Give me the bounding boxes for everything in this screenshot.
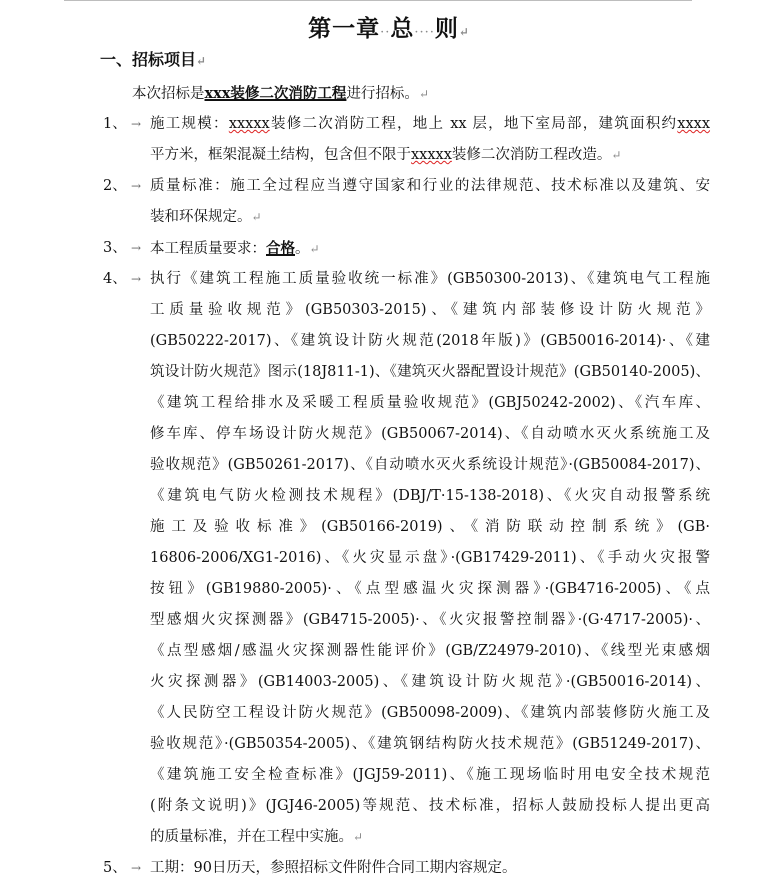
intro-text: 本次招标是 <box>132 86 205 102</box>
item-number: 2、 <box>103 178 127 194</box>
intro-paragraph <box>132 78 429 110</box>
item-4-line: 16806-2006/XG1-2016)、《火灾显示盘》·(GB17429-2011)、《手动火灾报警 <box>150 550 710 566</box>
item-2-line-2 <box>150 202 710 233</box>
item-4-line: 火灾探测器》(GB14003-2005)、《建筑设计防火规范》·(GB50016-2014)、 <box>150 674 710 690</box>
title-part-3: 则 <box>434 15 459 42</box>
item-4-line-last <box>150 822 710 853</box>
tab-arrow-icon: → <box>131 117 142 131</box>
tab-arrow-icon: → <box>131 272 142 286</box>
text-run: 装修二次消防工程改造。 <box>451 147 612 163</box>
text-run: 本工程质量要求： <box>150 241 266 257</box>
section-heading <box>100 47 206 70</box>
title-part-2: 总 <box>390 15 415 42</box>
item-4-line: 验收规范》(GB50261-2017)、《自动喷水灭火系统设计规范》·(GB50084-2017)、 <box>150 457 710 473</box>
item-4-line: 施工及验收标准》(GB50166-2019)、《消防联动控制系统》(GB· <box>150 519 710 535</box>
text-run: 装和环保规定。 <box>150 209 252 225</box>
paragraph-mark: ↵ <box>418 87 429 101</box>
text-run: 。 <box>295 241 310 257</box>
tab-arrow-icon: → <box>131 861 142 875</box>
paragraph-mark: ↵ <box>309 242 320 256</box>
project-name: xxx装修二次消防工程 <box>204 85 347 102</box>
placeholder-text: xxxx <box>677 116 711 132</box>
paragraph-mark: ↵ <box>458 25 470 39</box>
chapter-title <box>0 10 778 43</box>
item-4-line: 修车库、停车场设计防火规范》(GB50067-2014)、《自动喷水灭火系统施工及 <box>150 426 710 442</box>
item-2-line-1: 质量标准：施工全过程应当遵守国家和行业的法律规范、技术标准以及建筑、安 <box>150 178 710 194</box>
item-4-line: 工质量验收规范》(GB50303-2015)、《建筑内部装修设计防火规范》 <box>150 302 710 318</box>
item-number: 1、 <box>103 116 127 132</box>
item-5-line-1: 工期：90日历天，参照招标文件附件合同工期内容规定。 <box>150 860 517 876</box>
text-run: 的质量标准，并在工程中实施。 <box>150 829 353 845</box>
item-4-line: 按钮》(GB19880-2005)·、《点型感温火灾探测器》·(GB4716-2005)、《点 <box>150 581 710 597</box>
text-run: 装修二次消防工程，地上 xx 层，地下室局部，建筑面积约 <box>269 116 678 132</box>
item-4-line: (附条文说明)》(JGJ46-2005)等规范、技术标准，招标人鼓励投标人提出更高 <box>150 798 710 814</box>
item-3-line-1 <box>150 233 710 265</box>
placeholder-text: xxxxx <box>411 147 452 163</box>
intro-text-end: 进行招标。 <box>346 86 419 102</box>
item-number: 5、 <box>103 860 127 876</box>
paragraph-mark: ↵ <box>251 210 262 224</box>
text-run: 平方米，框架混凝土结构，包含但不限于 <box>150 147 411 163</box>
text-run: 施工规模： <box>150 116 229 132</box>
item-4-line: 型感烟火灾探测器》(GB4715-2005)·、《火灾报警控制器》·(G·4717-2005)·、 <box>150 612 710 628</box>
item-number: 3、 <box>103 240 127 256</box>
section-heading-text: 一、招标项目 <box>100 50 197 69</box>
item-4-line: 《建筑施工安全检查标准》(JGJ59-2011)、《施工现场临时用电安全技术规范 <box>150 767 710 783</box>
item-4-line: 验收规范》·(GB50354-2005)、《建筑钢结构防火技术规范》(GB51249-2017)、 <box>150 736 710 752</box>
item-4-line: 执行《建筑工程施工质量验收统一标准》(GB50300-2013)、《建筑电气工程施 <box>150 271 710 287</box>
paragraph-mark: ↵ <box>353 830 364 844</box>
paragraph-mark: ↵ <box>196 54 207 68</box>
item-4-line: 筑设计防火规范》图示(18J811-1)、《建筑灭火器配置设计规范》(GB50140-2005)、 <box>150 364 710 380</box>
placeholder-text: xxxxx <box>228 116 270 132</box>
title-space-mark: ·· <box>380 25 391 40</box>
page-top-border <box>64 0 692 1</box>
title-space-mark: ···· <box>414 25 435 40</box>
title-part-1: 第一章 <box>308 15 381 42</box>
item-4-line: 《建筑工程给排水及采暖工程质量验收规范》(GBJ50242-2002)、《汽车库、 <box>150 395 710 411</box>
tab-arrow-icon: → <box>131 179 142 193</box>
item-1-line-1 <box>150 109 710 140</box>
item-1-line-2 <box>150 140 710 171</box>
item-4-line: 《点型感烟/感温火灾探测器性能评价》(GB/Z24979-2010)、《线型光束感烟 <box>150 643 710 659</box>
item-4-line: (GB50222-2017)、《建筑设计防火规范(2018年版)》(GB50016-2014)·、《建 <box>150 333 710 349</box>
paragraph-mark: ↵ <box>611 148 622 162</box>
quality-requirement-value: 合格 <box>266 240 295 257</box>
item-4-line: 《人民防空工程设计防火规范》(GB50098-2009)、《建筑内部装修防火施工及 <box>150 705 710 721</box>
item-number: 4、 <box>103 271 127 287</box>
tab-arrow-icon: → <box>131 241 142 255</box>
item-4-line: 《建筑电气防火检测技术规程》(DBJ/T·15-138-2018)、《火灾自动报警系统 <box>150 488 710 504</box>
